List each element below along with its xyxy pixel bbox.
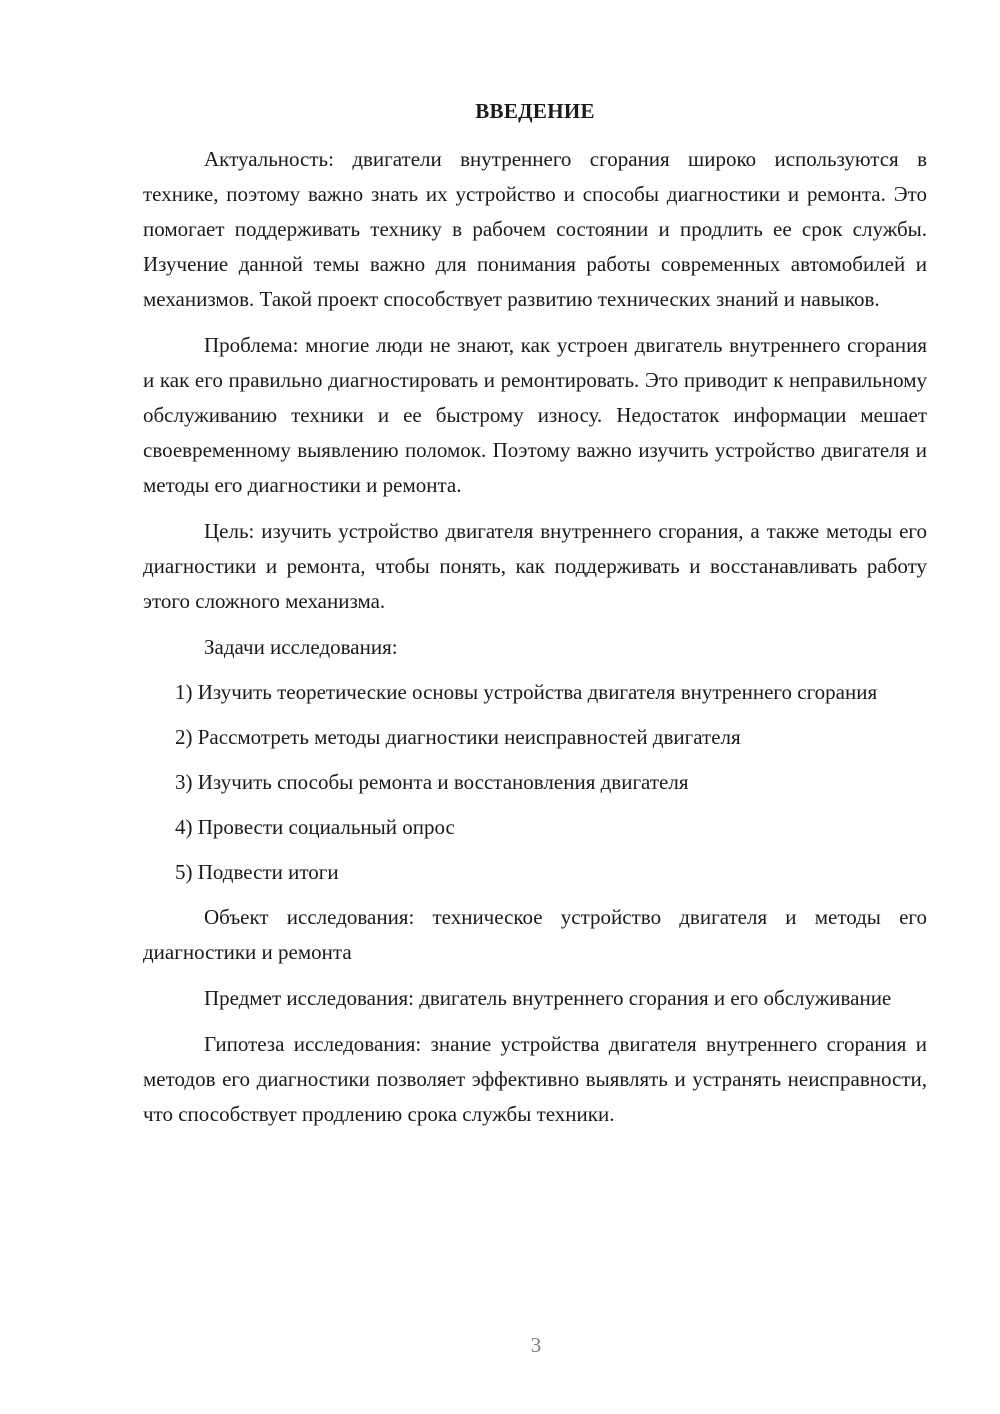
goal-paragraph: Цель: изучить устройство двигателя внутреннего сгорания, а также методы его диагностики и ремонта, чтобы понять, как поддерживать и восстанавливать работу этого сложного механизма.	[143, 519, 927, 613]
subject-paragraph: Предмет исследования: двигатель внутреннего сгорания и его обслуживание	[204, 986, 892, 1010]
object-paragraph: Объект исследования: техническое устройство двигателя и методы его диагностики и ремонта	[143, 905, 927, 964]
tasks-heading: Задачи исследования:	[204, 635, 398, 659]
document-page	[143, 94, 927, 1143]
task-item: 3) Изучить способы ремонта и восстановления двигателя	[175, 770, 689, 794]
problem-paragraph: Проблема: многие люди не знают, как устроен двигатель внутреннего сгорания и как его правильно диагностировать и ремонтировать. Это приводит к неправильному обслуживанию техники и ее быстрому износу. Недостаток информации мешает своевременному выявлению поломок. Поэтому важно изучить устройство двигателя и методы его диагностики и ремонта.	[143, 333, 927, 497]
tasks-list	[143, 675, 927, 890]
task-item: 2) Рассмотреть методы диагностики неисправностей двигателя	[175, 725, 741, 749]
hypothesis-paragraph: Гипотеза исследования: знание устройства двигателя внутреннего сгорания и методов его диагностики позволяет эффективно выявлять и устранять неисправности, что способствует продлению срока службы техники.	[143, 1032, 927, 1126]
task-item: 1) Изучить теоретические основы устройства двигателя внутреннего сгорания	[175, 680, 878, 704]
relevance-paragraph: Актуальность: двигатели внутреннего сгорания широко используются в технике, поэтому важно знать их устройство и способы диагностики и ремонта. Это помогает поддерживать технику в рабочем состоянии и продлить ее срок службы. Изучение данной темы важно для понимания работы современных автомобилей и механизмов. Такой проект способствует развитию технических знаний и навыков.	[143, 147, 927, 311]
page-number: 3	[530, 1333, 542, 1357]
section-title: ВВЕДЕНИЕ	[475, 99, 595, 123]
task-item: 4) Провести социальный опрос	[175, 815, 455, 839]
task-item: 5) Подвести итоги	[175, 860, 339, 884]
